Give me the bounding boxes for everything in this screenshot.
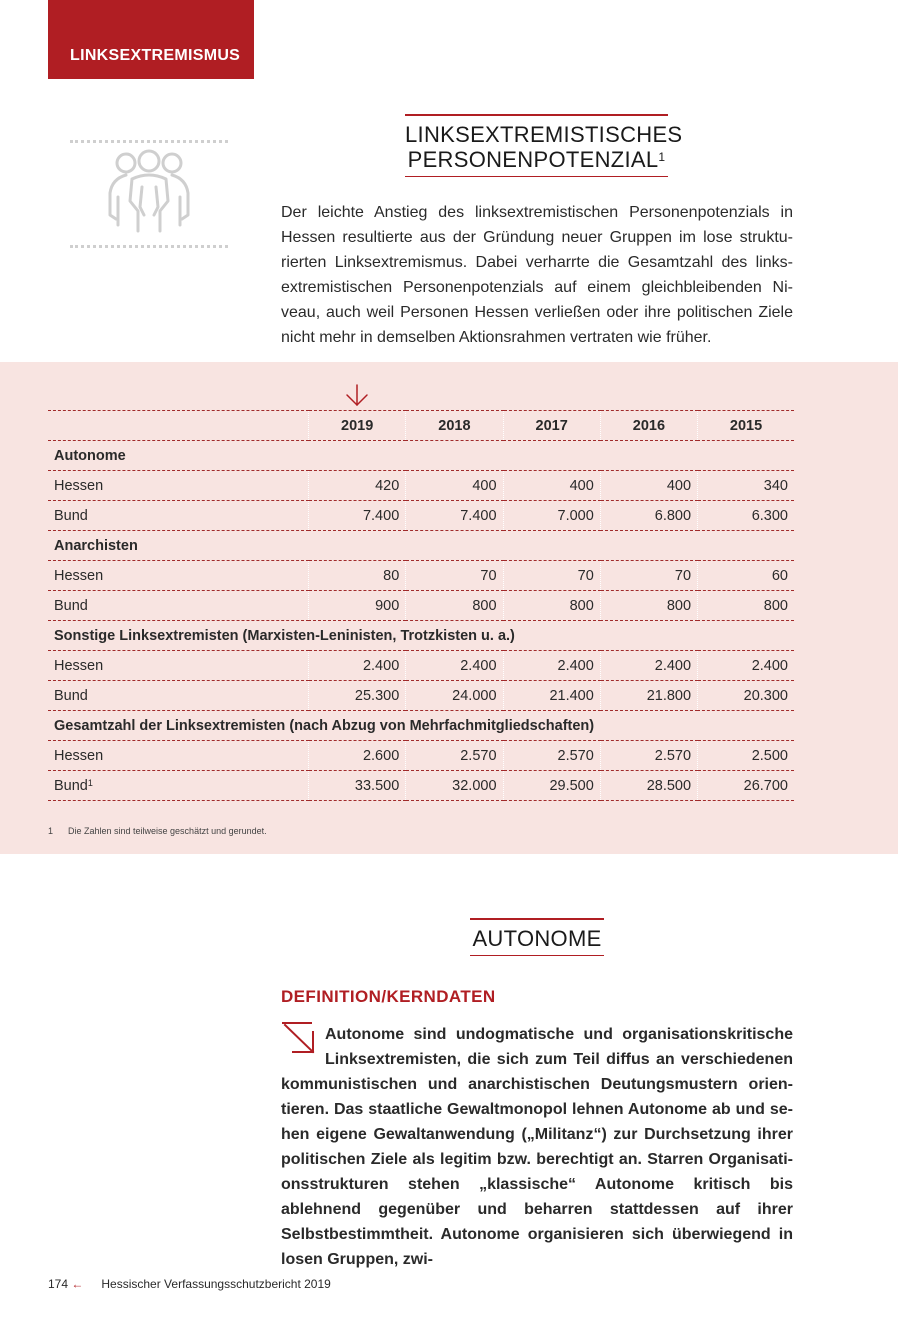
table-row (48, 741, 794, 771)
title-line-2: PERSONENPOTENZIAL (407, 147, 659, 172)
value-cell: 25.300 (309, 681, 406, 711)
value-cell: 21.400 (503, 681, 600, 711)
table-row (48, 681, 794, 711)
people-icon (70, 135, 228, 250)
table-row (48, 591, 794, 621)
value-cell: 24.000 (406, 681, 503, 711)
people-group-icon (70, 135, 228, 250)
value-cell: 6.300 (698, 501, 794, 531)
row-label-cell (48, 471, 309, 501)
value-cell: 340 (698, 471, 794, 501)
title-line-1: LINKSEXTREMISTISCHES (405, 122, 683, 147)
autonome-title (470, 918, 604, 956)
value-cell: 400 (600, 471, 697, 501)
value-cell: 28.500 (600, 771, 697, 801)
table-footnote (48, 826, 267, 836)
value-cell: 26.700 (698, 771, 794, 801)
value-cell: 800 (406, 591, 503, 621)
value-cell: 33.500 (309, 771, 406, 801)
value-cell: 32.000 (406, 771, 503, 801)
value-cell: 6.800 (600, 501, 697, 531)
autonome-title-text: AUTONOME (472, 926, 602, 951)
value-cell: 7.000 (503, 501, 600, 531)
group-name: Anarchisten (48, 531, 794, 561)
definition-text (281, 1022, 793, 1272)
table-row (48, 501, 794, 531)
section-tag-label: LINKSEXTREMISMUS (70, 47, 241, 64)
group-name: Gesamtzahl der Linksextremisten (nach Abzug von Mehrfachmitgliedschaften) (48, 711, 794, 741)
page-number: 174 (48, 1277, 69, 1291)
row-label-cell (48, 501, 309, 531)
value-cell: 2.570 (406, 741, 503, 771)
dotted-divider (70, 245, 228, 248)
table-row (48, 771, 794, 801)
row-label: Bund (54, 597, 88, 614)
table-group-row (48, 531, 794, 561)
header-empty-cell (48, 411, 309, 441)
value-cell: 800 (503, 591, 600, 621)
personenpotenzial-title (405, 114, 683, 177)
group-name: Sonstige Linksextremisten (Marxisten-Leninisten, Trotzkisten u. a.) (48, 621, 794, 651)
personenpotenzial-table (48, 410, 794, 801)
value-cell: 420 (309, 471, 406, 501)
footnote-number: 1 (48, 826, 54, 836)
intro-paragraph: Der leichte Anstieg des linksextremistischen Personenpotenzials in Hessen resultierte aus der Gründung neuer Gruppen im lose strukturierten Linksextremismus. Dabei verharrte die Gesamtzahl des linksextremistischen Personenpotenzials auf einem gleichbleibenden Niveau, auch weil Personen Hessen verließen oder ihre politischen Ziele nicht mehr in demselben Aktionsrahmen vertraten wie früher. (281, 204, 793, 346)
arrow-down-icon (342, 383, 372, 409)
value-cell: 2.570 (503, 741, 600, 771)
value-cell: 2.570 (600, 741, 697, 771)
value-cell: 2.400 (698, 651, 794, 681)
value-cell: 70 (600, 561, 697, 591)
definition-heading: DEFINITION/KERNDATEN (281, 987, 496, 1006)
group-name: Autonome (48, 441, 794, 471)
table-row (48, 651, 794, 681)
row-label: Hessen (54, 657, 104, 674)
row-label-cell (48, 591, 309, 621)
value-cell: 2.400 (309, 651, 406, 681)
value-cell: 2.400 (406, 651, 503, 681)
arrow-left-icon: ← (71, 1277, 84, 1291)
row-label: Bund (54, 777, 88, 794)
row-label-cell (48, 561, 309, 591)
section-tag (48, 0, 254, 79)
table-row (48, 471, 794, 501)
row-footnote-marker: 1 (87, 777, 93, 788)
value-cell: 2.400 (600, 651, 697, 681)
table-group-row (48, 621, 794, 651)
row-label-cell (48, 651, 309, 681)
value-cell: 60 (698, 561, 794, 591)
publication-title: Hessischer Verfassungsschutzbericht 2019 (101, 1277, 331, 1291)
year-header: 2015 (698, 411, 794, 441)
year-header: 2018 (406, 411, 503, 441)
table-header-row (48, 411, 794, 441)
value-cell: 400 (406, 471, 503, 501)
row-label: Hessen (54, 477, 104, 494)
row-label-cell (48, 681, 309, 711)
value-cell: 2.500 (698, 741, 794, 771)
row-label: Hessen (54, 747, 104, 764)
definition-paragraph: Autonome sind undogmatische und organisationskritische Linksextremisten, die sich zum Teil diffus an verschiedenen kommunistischen und anarchistischen Deutungsmustern orientieren. Das staatliche Gewaltmonopol lehnen Autonome ab und sehen eigene Gewaltanwendung („Militanz“) zur Durchsetzung ihrer politischen Ziele als legitim bzw. berechtigt an. Starren Organisationsstrukturen stehen „klassische“ Autonome kritisch bis ablehnend gegenüber und beharren stattdessen auf ihrer Selbstbestimmtheit. Autonome organisieren sich überwiegend in losen Gruppen, zwi- (281, 1026, 793, 1268)
table-group-row (48, 441, 794, 471)
row-label: Hessen (54, 567, 104, 584)
value-cell: 2.600 (309, 741, 406, 771)
value-cell: 21.800 (600, 681, 697, 711)
year-header: 2017 (503, 411, 600, 441)
value-cell: 2.400 (503, 651, 600, 681)
table-row (48, 561, 794, 591)
year-header: 2019 (309, 411, 406, 441)
value-cell: 80 (309, 561, 406, 591)
row-label: Bund (54, 687, 88, 704)
value-cell: 800 (600, 591, 697, 621)
page-footer (48, 1277, 331, 1291)
value-cell: 20.300 (698, 681, 794, 711)
title-footnote-marker: 1 (658, 150, 666, 164)
value-cell: 29.500 (503, 771, 600, 801)
row-label: Bund (54, 507, 88, 524)
value-cell: 400 (503, 471, 600, 501)
value-cell: 70 (503, 561, 600, 591)
value-cell: 900 (309, 591, 406, 621)
year-header: 2016 (600, 411, 697, 441)
row-label-cell (48, 771, 309, 801)
row-label-cell (48, 741, 309, 771)
value-cell: 7.400 (406, 501, 503, 531)
value-cell: 7.400 (309, 501, 406, 531)
value-cell: 800 (698, 591, 794, 621)
value-cell: 70 (406, 561, 503, 591)
table-group-row (48, 711, 794, 741)
footnote-text: Die Zahlen sind teilweise geschätzt und gerundet. (68, 826, 267, 836)
